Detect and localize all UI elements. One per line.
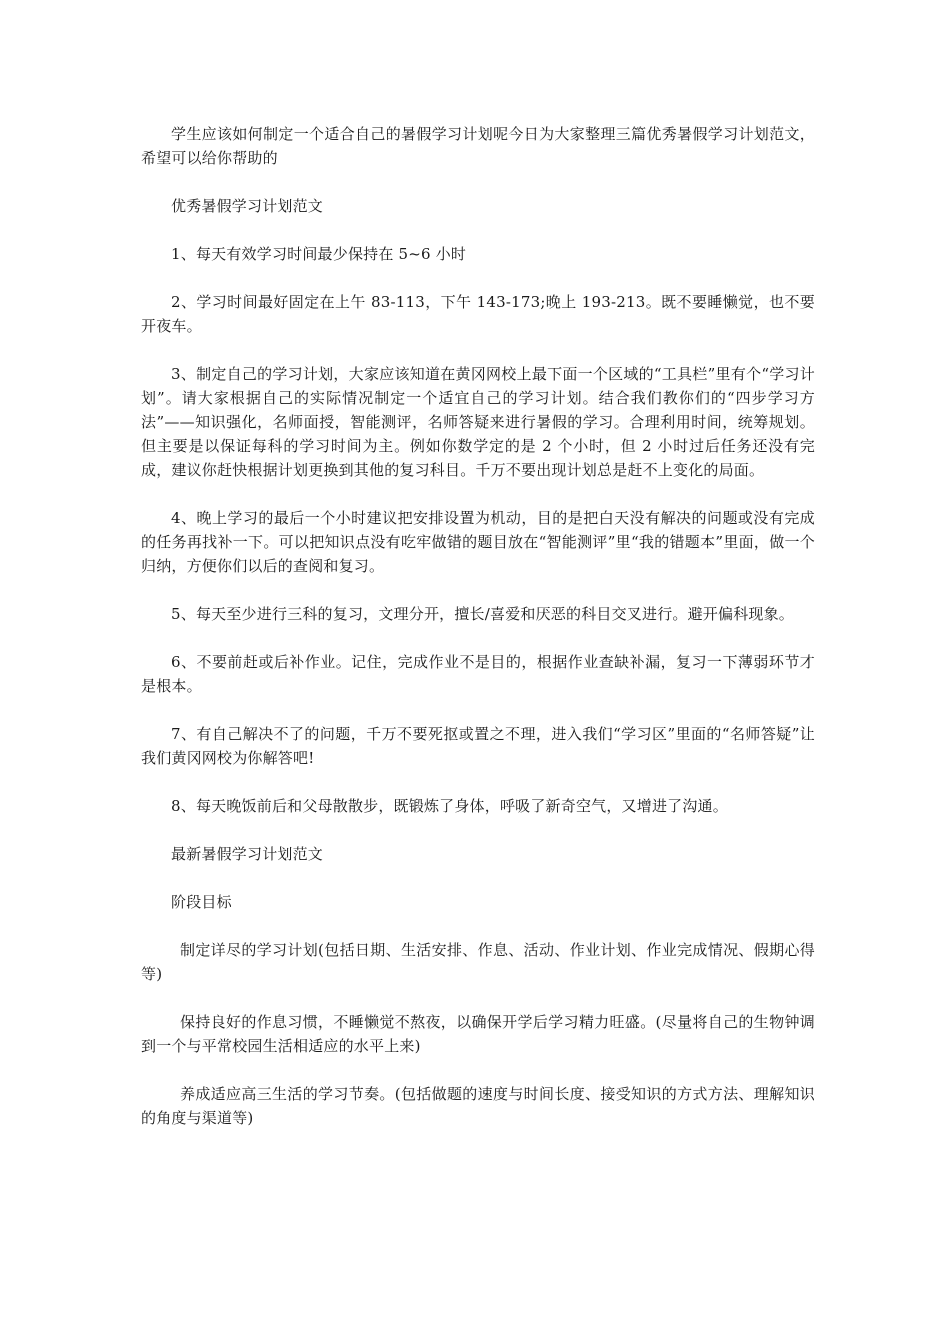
section-heading-excellent-plan: 优秀暑假学习计划范文	[171, 197, 324, 215]
plan-item-2: 2、学习时间最好固定在上午 83-113，下午 143-173;晚上 193-213。既不要睡懒觉，也不要开夜车。	[141, 293, 815, 335]
goal-paragraph-2: 保持良好的作息习惯，不睡懒觉不熬夜，以确保开学后学习精力旺盛。(尽量将自己的生物钟调到一个与平常校园生活相适应的水平上来)	[141, 1013, 815, 1055]
plan-item-8: 8、每天晚饭前后和父母散散步，既锻炼了身体，呼吸了新奇空气，又增进了沟通。	[171, 797, 728, 815]
plan-item-7: 7、有自己解决不了的问题，千万不要死抠或置之不理，进入我们“学习区”里面的“名师答疑”让我们黄冈网校为你解答吧!	[141, 725, 815, 767]
plan-item-6: 6、不要前赶或后补作业。记住，完成作业不是目的，根据作业查缺补漏，复习一下薄弱环节才是根本。	[141, 653, 815, 695]
subheading-stage-goals: 阶段目标	[171, 893, 232, 911]
plan-item-3: 3、制定自己的学习计划，大家应该知道在黄冈网校上最下面一个区域的“工具栏”里有个“学习计划”。请大家根据自己的实际情况制定一个适宜自己的学习计划。结合我们教你们的“四步学习方法”——知识强化，名师面授，智能测评，名师答疑来进行暑假的学习。合理利用时间，统筹规划。但主要是以保证每科的学习时间为主。例如你数学定的是 2 个小时，但 2 小时过后任务还没有完成，建议你赶快根据计划更换到其他的复习科目。千万不要出现计划总是赶不上变化的局面。	[141, 365, 815, 479]
plan-item-5: 5、每天至少进行三科的复习，文理分开，擅长/喜爱和厌恶的科目交叉进行。避开偏科现象。	[171, 605, 795, 623]
goal-paragraph-1: 制定详尽的学习计划(包括日期、生活安排、作息、活动、作业计划、作业完成情况、假期心得等)	[141, 941, 815, 983]
goal-paragraph-3: 养成适应高三生活的学习节奏。(包括做题的速度与时间长度、接受知识的方式方法、理解知识的角度与渠道等)	[141, 1085, 815, 1127]
plan-item-4: 4、晚上学习的最后一个小时建议把安排设置为机动，目的是把白天没有解决的问题或没有完成的任务再找补一下。可以把知识点没有吃牢做错的题目放在“智能测评”里“我的错题本”里面，做一个归纳，方便你们以后的查阅和复习。	[141, 509, 815, 575]
document-body	[141, 122, 815, 1154]
plan-item-1: 1、每天有效学习时间最少保持在 5~6 小时	[171, 245, 467, 263]
intro-paragraph: 学生应该如何制定一个适合自己的暑假学习计划呢今日为大家整理三篇优秀暑假学习计划范文，希望可以给你帮助的	[141, 125, 815, 167]
section-heading-latest-plan: 最新暑假学习计划范文	[171, 845, 324, 863]
